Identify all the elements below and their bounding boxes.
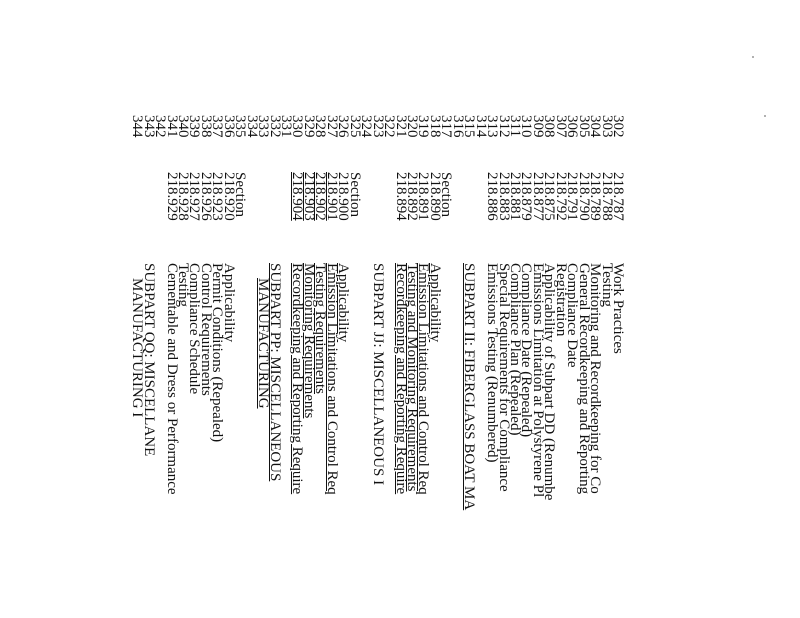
subpart-heading: SUBPART JJ: MISCELLANEOUS I <box>369 263 386 486</box>
section-title: Applicability <box>426 263 443 343</box>
subpart-heading: SUBPART QQ: MISCELLANE <box>140 263 157 457</box>
section-number: 218.903 <box>300 172 317 221</box>
section-title: Compliance Date <box>564 263 581 368</box>
section-number: 218.877 <box>529 172 546 221</box>
section-number: 218.881 <box>507 172 523 221</box>
line-number: 326 <box>335 115 352 138</box>
section-number: 218.891 <box>415 172 432 221</box>
section-title: Permit Conditions (Repealed) <box>209 263 226 443</box>
line-number: 311 <box>507 115 523 137</box>
line-number: 343 <box>140 115 157 138</box>
section-title: Emission Limitations and Control Req <box>415 263 432 495</box>
section-title: Cementable and Dress or Performance <box>163 263 180 495</box>
section-number: 218.790 <box>575 172 592 221</box>
line-number: 339 <box>186 115 203 138</box>
line-number: 333 <box>255 115 272 138</box>
line-number: 318 <box>426 115 443 138</box>
section-title: Compliance Date (Repealed) <box>518 263 535 438</box>
section-number: 218.886 <box>484 172 501 221</box>
section-number: 218.787 <box>610 172 626 221</box>
line-number: 304 <box>587 115 604 138</box>
line-number: 321 <box>392 115 409 138</box>
line-number: 336 <box>220 115 237 138</box>
line-number: 324 <box>358 115 375 138</box>
section-number: 218.788 <box>598 172 615 221</box>
line-number: 330 <box>289 115 306 138</box>
section-number: 218.879 <box>518 172 535 221</box>
line-number: 307 <box>552 115 569 138</box>
scan-speck <box>752 56 754 58</box>
line-number: 306 <box>564 115 581 138</box>
line-number: 338 <box>197 115 214 138</box>
section-number: 218.892 <box>403 172 420 221</box>
section-title: Compliance Schedule <box>186 263 203 395</box>
line-number: 328 <box>312 115 329 138</box>
section-number: Section <box>346 172 363 217</box>
line-number: 342 <box>152 115 168 138</box>
section-title: Applicability of Subpart DD (Renumbe <box>541 263 558 501</box>
section-number: 218.900 <box>335 172 352 221</box>
section-number: 218.902 <box>312 172 329 221</box>
line-number: 317 <box>438 115 455 138</box>
section-title: Testing Requirements <box>312 263 329 395</box>
line-number: 308 <box>541 115 558 138</box>
subpart-heading: MANUFACTURING I <box>129 278 146 418</box>
line-number: 315 <box>461 115 478 138</box>
line-number: 314 <box>472 115 489 138</box>
section-title: Control Requirements <box>197 263 214 396</box>
line-number: 332 <box>266 115 283 138</box>
line-number: 312 <box>495 115 512 138</box>
line-number: 329 <box>300 115 317 138</box>
section-number: Section <box>232 172 249 217</box>
scan-speck <box>764 115 766 117</box>
section-number: 218.883 <box>495 172 512 221</box>
section-number: 218.904 <box>289 172 306 221</box>
line-number: 319 <box>415 115 432 138</box>
section-title: Monitoring Requirements <box>300 263 317 419</box>
section-title: Recordkeeping and Reporting Require <box>392 263 409 495</box>
line-number: 310 <box>518 115 535 138</box>
section-title: Recordkeeping and Reporting Require <box>289 263 306 495</box>
section-number: 218.928 <box>174 172 191 221</box>
section-title: Special Requirements for Compliance <box>495 263 512 492</box>
line-number: 309 <box>529 115 546 138</box>
section-number: 218.927 <box>186 172 203 221</box>
section-title: Testing <box>598 263 615 307</box>
line-number: 320 <box>403 115 420 138</box>
section-title: Applicability <box>335 263 352 343</box>
subpart-heading: SUBPART PP: MISCELLANEOUS <box>266 263 283 482</box>
line-number: 337 <box>209 115 226 138</box>
section-title: General Recordkeeping and Reporting <box>575 263 592 495</box>
section-title: Work Practices <box>610 263 626 354</box>
line-number: 340 <box>174 115 191 138</box>
line-number: 303 <box>598 115 615 138</box>
line-number: 305 <box>575 115 592 138</box>
line-number: 316 <box>449 115 466 138</box>
line-number: 344 <box>129 115 146 138</box>
line-number: 323 <box>369 115 386 138</box>
section-title: Applicability <box>220 263 237 343</box>
line-number: 302 <box>610 115 626 138</box>
section-number: 218.791 <box>564 172 581 221</box>
subpart-heading: MANUFACTURING <box>255 278 272 409</box>
section-title: Testing <box>174 263 191 307</box>
section-number: 218.923 <box>209 172 226 221</box>
line-number: 313 <box>484 115 501 138</box>
line-number: 322 <box>381 115 397 138</box>
section-number: Section <box>438 172 455 217</box>
section-number: 218.926 <box>197 172 214 221</box>
section-number: 218.929 <box>163 172 180 221</box>
section-title: Compliance Plan (Repealed) <box>507 263 523 436</box>
section-title: Emissions Testing (Renumbered) <box>484 263 501 463</box>
section-number: 218.920 <box>220 172 237 221</box>
section-number: 218.890 <box>426 172 443 221</box>
line-number: 325 <box>346 115 363 138</box>
section-title: Emission Limitations and Control Req <box>323 263 340 495</box>
section-title: Registration <box>552 263 569 337</box>
section-title: Monitoring and Recordkeeping for Co <box>587 263 604 494</box>
line-number: 334 <box>243 115 260 138</box>
line-number: 331 <box>278 115 294 138</box>
section-number: 218.875 <box>541 172 558 221</box>
section-number: 218.789 <box>587 172 604 221</box>
line-number: 341 <box>163 115 180 138</box>
section-number: 218.894 <box>392 172 409 221</box>
section-title: Emissions Limitation at Polystyrene Pl <box>529 263 546 498</box>
section-title: Testing and Monitoring Requirements <box>403 263 420 492</box>
line-number: 335 <box>232 115 249 138</box>
line-number: 327 <box>323 115 340 138</box>
subpart-heading: SUBPART II: FIBERGLASS BOAT MA <box>461 263 478 511</box>
section-number: 218.901 <box>323 172 340 221</box>
section-number: 218.792 <box>552 172 569 221</box>
